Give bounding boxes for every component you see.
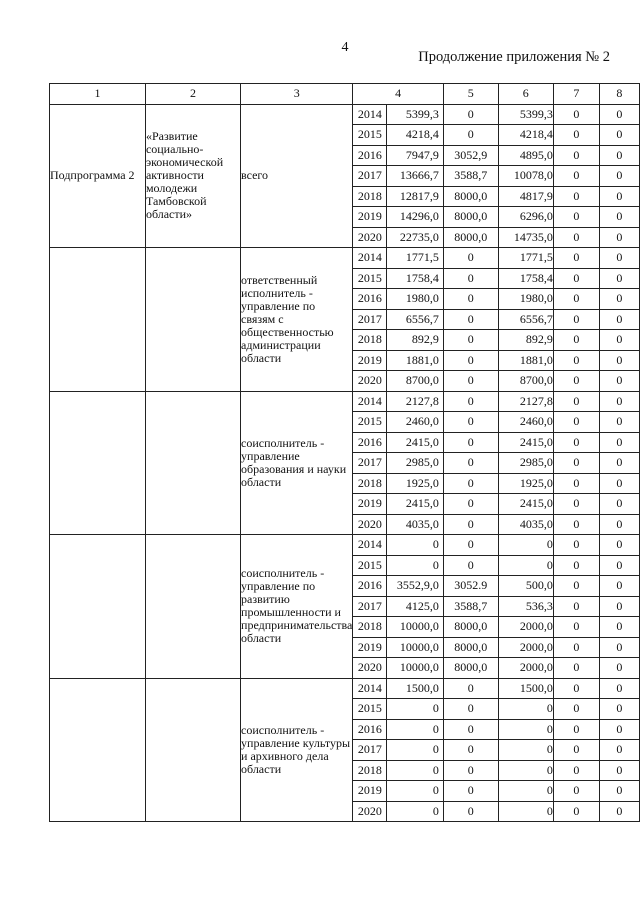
- total-value: 1881,0: [405, 352, 439, 367]
- value-cell-c6: 0: [498, 760, 553, 781]
- value-cell-c6: 1980,0: [498, 289, 553, 310]
- value-cell-c6: 4218,4: [498, 125, 553, 146]
- year-label: 2015: [353, 125, 387, 145]
- year-label: 2015: [353, 556, 387, 576]
- value-cell-c7: 0: [553, 514, 599, 535]
- year-value-cell: [353, 125, 443, 146]
- year-value-cell: [353, 432, 443, 453]
- value-cell-c7: 0: [553, 494, 599, 515]
- year-label: 2018: [353, 330, 387, 350]
- value-cell-c6: 0: [498, 740, 553, 761]
- value-cell-c7: 0: [553, 453, 599, 474]
- value-cell-c6: 2415,0: [498, 432, 553, 453]
- value-cell-c6: 0: [498, 555, 553, 576]
- year-label: 2018: [353, 187, 387, 207]
- value-cell-c7: 0: [553, 412, 599, 433]
- value-cell-c5: 0: [443, 330, 498, 351]
- value-cell-c5: 0: [443, 535, 498, 556]
- value-cell-c7: 0: [553, 473, 599, 494]
- value-cell-c8: 0: [599, 699, 639, 720]
- empty-cell: [145, 248, 240, 392]
- year-value-cell: [353, 576, 443, 597]
- value-cell-c8: 0: [599, 330, 639, 351]
- year-label: 2014: [353, 248, 387, 268]
- value-cell-c7: 0: [553, 658, 599, 679]
- year-label: 2014: [353, 535, 387, 555]
- value-cell-c5: 0: [443, 453, 498, 474]
- year-value-cell: [353, 412, 443, 433]
- year-value-cell: [353, 678, 443, 699]
- empty-cell: [50, 535, 146, 679]
- value-cell-c8: 0: [599, 740, 639, 761]
- year-value-cell: [353, 330, 443, 351]
- program-name: «Развитие социально-экономической активности молодежи Тамбовской области»: [145, 104, 240, 248]
- year-label: 2015: [353, 412, 387, 432]
- value-cell-c5: 0: [443, 268, 498, 289]
- value-cell-c8: 0: [599, 227, 639, 248]
- value-cell-c7: 0: [553, 637, 599, 658]
- value-cell-c8: 0: [599, 473, 639, 494]
- total-value: 22735,0: [399, 229, 439, 244]
- total-value: 10000,0: [399, 619, 439, 634]
- value-cell-c6: 0: [498, 535, 553, 556]
- value-cell-c6: 1771,5: [498, 248, 553, 269]
- total-value: 0: [432, 783, 439, 798]
- total-value: 10000,0: [399, 660, 439, 675]
- program-label: Подпрограмма 2: [50, 104, 146, 248]
- value-cell-c6: 500,0: [498, 576, 553, 597]
- year-label: 2020: [353, 371, 387, 391]
- value-cell-c8: 0: [599, 514, 639, 535]
- value-cell-c5: 8000,0: [443, 658, 498, 679]
- header-cell: 3: [241, 84, 353, 105]
- value-cell-c6: 6296,0: [498, 207, 553, 228]
- total-value: 0: [432, 537, 439, 552]
- table-row: [50, 535, 640, 556]
- value-cell-c5: 0: [443, 719, 498, 740]
- value-cell-c5: 0: [443, 289, 498, 310]
- value-cell-c5: 0: [443, 473, 498, 494]
- year-label: 2019: [353, 351, 387, 371]
- year-value-cell: [353, 104, 443, 125]
- total-value: 10000,0: [399, 639, 439, 654]
- year-value-cell: [353, 494, 443, 515]
- year-value-cell: [353, 596, 443, 617]
- value-cell-c8: 0: [599, 801, 639, 822]
- total-value: 2460,0: [405, 414, 439, 429]
- value-cell-c5: 0: [443, 740, 498, 761]
- budget-table: [49, 83, 640, 822]
- value-cell-c6: 2000,0: [498, 637, 553, 658]
- empty-cell: [145, 391, 240, 535]
- value-cell-c8: 0: [599, 289, 639, 310]
- empty-cell: [50, 678, 146, 822]
- total-value: 1500,0: [405, 680, 439, 695]
- value-cell-c8: 0: [599, 596, 639, 617]
- value-cell-c5: 0: [443, 678, 498, 699]
- value-cell-c7: 0: [553, 719, 599, 740]
- value-cell-c5: 0: [443, 412, 498, 433]
- value-cell-c5: 0: [443, 781, 498, 802]
- header-cell: 7: [553, 84, 599, 105]
- value-cell-c8: 0: [599, 391, 639, 412]
- year-value-cell: [353, 719, 443, 740]
- value-cell-c8: 0: [599, 268, 639, 289]
- header-row: [50, 84, 640, 105]
- value-cell-c6: 4817,9: [498, 186, 553, 207]
- value-cell-c7: 0: [553, 227, 599, 248]
- value-cell-c6: 4895,0: [498, 145, 553, 166]
- total-value: 6556,7: [405, 311, 439, 326]
- value-cell-c5: 8000,0: [443, 227, 498, 248]
- year-label: 2018: [353, 474, 387, 494]
- year-label: 2019: [353, 638, 387, 658]
- table-row: [50, 391, 640, 412]
- year-label: 2017: [353, 740, 387, 760]
- value-cell-c5: 8000,0: [443, 186, 498, 207]
- year-label: 2016: [353, 289, 387, 309]
- year-value-cell: [353, 699, 443, 720]
- value-cell-c8: 0: [599, 125, 639, 146]
- total-value: 1758,4: [405, 270, 439, 285]
- page-number: 4: [341, 40, 349, 55]
- value-cell-c5: 0: [443, 125, 498, 146]
- executor-cell: соисполнитель - управление по развитию промышленности и предпринимательства области: [241, 535, 353, 679]
- empty-cell: [50, 248, 146, 392]
- total-value: 2415,0: [405, 434, 439, 449]
- value-cell-c5: 0: [443, 309, 498, 330]
- value-cell-c6: 2000,0: [498, 658, 553, 679]
- value-cell-c5: 0: [443, 699, 498, 720]
- value-cell-c5: 3052.9: [443, 576, 498, 597]
- value-cell-c6: 1758,4: [498, 268, 553, 289]
- value-cell-c6: 0: [498, 719, 553, 740]
- value-cell-c5: 8000,0: [443, 637, 498, 658]
- table-row: [50, 248, 640, 269]
- value-cell-c5: 8000,0: [443, 617, 498, 638]
- value-cell-c7: 0: [553, 289, 599, 310]
- empty-cell: [50, 391, 146, 535]
- total-value: 1980,0: [405, 291, 439, 306]
- value-cell-c7: 0: [553, 760, 599, 781]
- value-cell-c6: 8700,0: [498, 371, 553, 392]
- year-value-cell: [353, 535, 443, 556]
- value-cell-c8: 0: [599, 166, 639, 187]
- year-label: 2016: [353, 576, 387, 596]
- value-cell-c8: 0: [599, 719, 639, 740]
- value-cell-c6: 2127,8: [498, 391, 553, 412]
- value-cell-c5: 0: [443, 350, 498, 371]
- value-cell-c5: 0: [443, 371, 498, 392]
- value-cell-c7: 0: [553, 781, 599, 802]
- total-value: 7947,9: [405, 147, 439, 162]
- value-cell-c6: 2460,0: [498, 412, 553, 433]
- executor-cell: соисполнитель - управление культуры и архивного дела области: [241, 678, 353, 822]
- value-cell-c6: 0: [498, 801, 553, 822]
- value-cell-c7: 0: [553, 166, 599, 187]
- year-value-cell: [353, 289, 443, 310]
- value-cell-c7: 0: [553, 125, 599, 146]
- value-cell-c8: 0: [599, 781, 639, 802]
- year-label: 2016: [353, 720, 387, 740]
- year-value-cell: [353, 309, 443, 330]
- value-cell-c8: 0: [599, 678, 639, 699]
- value-cell-c5: 0: [443, 391, 498, 412]
- total-value: 892,9: [411, 332, 439, 347]
- total-value: 0: [432, 701, 439, 716]
- value-cell-c6: 0: [498, 781, 553, 802]
- total-value: 2985,0: [405, 455, 439, 470]
- value-cell-c8: 0: [599, 371, 639, 392]
- total-value: 2415,0: [405, 496, 439, 511]
- year-label: 2016: [353, 146, 387, 166]
- value-cell-c8: 0: [599, 145, 639, 166]
- table-row: [50, 104, 640, 125]
- total-value: 5399,3: [405, 106, 439, 121]
- value-cell-c5: 3588,7: [443, 166, 498, 187]
- value-cell-c7: 0: [553, 699, 599, 720]
- value-cell-c7: 0: [553, 678, 599, 699]
- year-value-cell: [353, 186, 443, 207]
- total-value: 12817,9: [399, 188, 439, 203]
- value-cell-c7: 0: [553, 309, 599, 330]
- value-cell-c5: 0: [443, 432, 498, 453]
- value-cell-c6: 536,3: [498, 596, 553, 617]
- header-cell: 2: [145, 84, 240, 105]
- year-label: 2019: [353, 207, 387, 227]
- value-cell-c6: 2000,0: [498, 617, 553, 638]
- year-value-cell: [353, 350, 443, 371]
- value-cell-c8: 0: [599, 309, 639, 330]
- year-label: 2020: [353, 658, 387, 678]
- year-label: 2014: [353, 392, 387, 412]
- year-label: 2018: [353, 617, 387, 637]
- total-value: 8700,0: [405, 373, 439, 388]
- value-cell-c7: 0: [553, 432, 599, 453]
- value-cell-c6: 6556,7: [498, 309, 553, 330]
- value-cell-c5: 0: [443, 494, 498, 515]
- header-cell: 6: [498, 84, 553, 105]
- value-cell-c6: 2415,0: [498, 494, 553, 515]
- value-cell-c8: 0: [599, 535, 639, 556]
- value-cell-c8: 0: [599, 555, 639, 576]
- value-cell-c8: 0: [599, 104, 639, 125]
- year-value-cell: [353, 268, 443, 289]
- total-value: 4035,0: [405, 516, 439, 531]
- value-cell-c5: 0: [443, 555, 498, 576]
- year-value-cell: [353, 514, 443, 535]
- value-cell-c7: 0: [553, 248, 599, 269]
- value-cell-c8: 0: [599, 760, 639, 781]
- value-cell-c8: 0: [599, 637, 639, 658]
- total-value: 14296,0: [399, 209, 439, 224]
- value-cell-c5: 8000,0: [443, 207, 498, 228]
- year-value-cell: [353, 166, 443, 187]
- year-value-cell: [353, 227, 443, 248]
- value-cell-c8: 0: [599, 412, 639, 433]
- value-cell-c5: 0: [443, 248, 498, 269]
- value-cell-c8: 0: [599, 248, 639, 269]
- value-cell-c7: 0: [553, 186, 599, 207]
- value-cell-c7: 0: [553, 801, 599, 822]
- empty-cell: [145, 678, 240, 822]
- year-label: 2014: [353, 105, 387, 125]
- value-cell-c7: 0: [553, 104, 599, 125]
- value-cell-c8: 0: [599, 350, 639, 371]
- value-cell-c8: 0: [599, 576, 639, 597]
- year-value-cell: [353, 145, 443, 166]
- total-value: 13666,7: [399, 168, 439, 183]
- value-cell-c7: 0: [553, 371, 599, 392]
- value-cell-c7: 0: [553, 145, 599, 166]
- year-value-cell: [353, 207, 443, 228]
- value-cell-c7: 0: [553, 207, 599, 228]
- year-label: 2020: [353, 802, 387, 822]
- value-cell-c6: 0: [498, 699, 553, 720]
- value-cell-c8: 0: [599, 494, 639, 515]
- header-cell: 1: [50, 84, 146, 105]
- year-label: 2014: [353, 679, 387, 699]
- value-cell-c6: 2985,0: [498, 453, 553, 474]
- value-cell-c6: 1881,0: [498, 350, 553, 371]
- year-label: 2015: [353, 269, 387, 289]
- value-cell-c8: 0: [599, 453, 639, 474]
- year-value-cell: [353, 637, 443, 658]
- year-label: 2017: [353, 166, 387, 186]
- value-cell-c8: 0: [599, 432, 639, 453]
- value-cell-c5: 0: [443, 514, 498, 535]
- value-cell-c5: 0: [443, 760, 498, 781]
- year-label: 2016: [353, 433, 387, 453]
- year-value-cell: [353, 658, 443, 679]
- total-value: 4218,4: [405, 127, 439, 142]
- table-row: [50, 678, 640, 699]
- year-label: 2020: [353, 228, 387, 248]
- value-cell-c7: 0: [553, 740, 599, 761]
- year-label: 2017: [353, 453, 387, 473]
- value-cell-c6: 892,9: [498, 330, 553, 351]
- year-value-cell: [353, 555, 443, 576]
- total-value: 4125,0: [405, 598, 439, 613]
- year-value-cell: [353, 453, 443, 474]
- value-cell-c7: 0: [553, 330, 599, 351]
- value-cell-c6: 10078,0: [498, 166, 553, 187]
- value-cell-c7: 0: [553, 576, 599, 597]
- year-value-cell: [353, 248, 443, 269]
- value-cell-c6: 14735,0: [498, 227, 553, 248]
- empty-cell: [145, 535, 240, 679]
- total-value: 1771,5: [405, 250, 439, 265]
- total-value: 0: [432, 721, 439, 736]
- year-label: 2017: [353, 310, 387, 330]
- total-value: 3552,9,0: [396, 578, 439, 593]
- year-label: 2019: [353, 781, 387, 801]
- year-label: 2018: [353, 761, 387, 781]
- value-cell-c8: 0: [599, 617, 639, 638]
- header-cell: 8: [599, 84, 639, 105]
- year-value-cell: [353, 473, 443, 494]
- total-value: 2127,8: [405, 393, 439, 408]
- value-cell-c6: 1925,0: [498, 473, 553, 494]
- value-cell-c7: 0: [553, 391, 599, 412]
- year-value-cell: [353, 801, 443, 822]
- year-value-cell: [353, 740, 443, 761]
- value-cell-c7: 0: [553, 350, 599, 371]
- value-cell-c6: 5399,3: [498, 104, 553, 125]
- year-value-cell: [353, 781, 443, 802]
- total-value: 1925,0: [405, 475, 439, 490]
- value-cell-c7: 0: [553, 596, 599, 617]
- value-cell-c8: 0: [599, 186, 639, 207]
- value-cell-c5: 0: [443, 104, 498, 125]
- executor-cell: всего: [241, 104, 353, 248]
- year-label: 2017: [353, 597, 387, 617]
- page-subtitle: Продолжение приложения № 2: [418, 49, 610, 65]
- value-cell-c8: 0: [599, 207, 639, 228]
- total-value: 0: [432, 803, 439, 818]
- total-value: 0: [432, 762, 439, 777]
- year-value-cell: [353, 391, 443, 412]
- value-cell-c7: 0: [553, 555, 599, 576]
- year-label: 2015: [353, 699, 387, 719]
- value-cell-c6: 4035,0: [498, 514, 553, 535]
- year-label: 2019: [353, 494, 387, 514]
- year-label: 2020: [353, 515, 387, 535]
- year-value-cell: [353, 760, 443, 781]
- value-cell-c5: 0: [443, 801, 498, 822]
- value-cell-c7: 0: [553, 268, 599, 289]
- year-value-cell: [353, 371, 443, 392]
- year-value-cell: [353, 617, 443, 638]
- executor-cell: соисполнитель - управление образования и науки области: [241, 391, 353, 535]
- header-cell: 4: [353, 84, 443, 105]
- header-cell: 5: [443, 84, 498, 105]
- value-cell-c8: 0: [599, 658, 639, 679]
- value-cell-c5: 3052,9: [443, 145, 498, 166]
- value-cell-c7: 0: [553, 617, 599, 638]
- total-value: 0: [432, 557, 439, 572]
- value-cell-c7: 0: [553, 535, 599, 556]
- value-cell-c6: 1500,0: [498, 678, 553, 699]
- total-value: 0: [432, 742, 439, 757]
- value-cell-c5: 3588,7: [443, 596, 498, 617]
- executor-cell: ответственный исполнитель - управление по связям с общественностью администрации области: [241, 248, 353, 392]
